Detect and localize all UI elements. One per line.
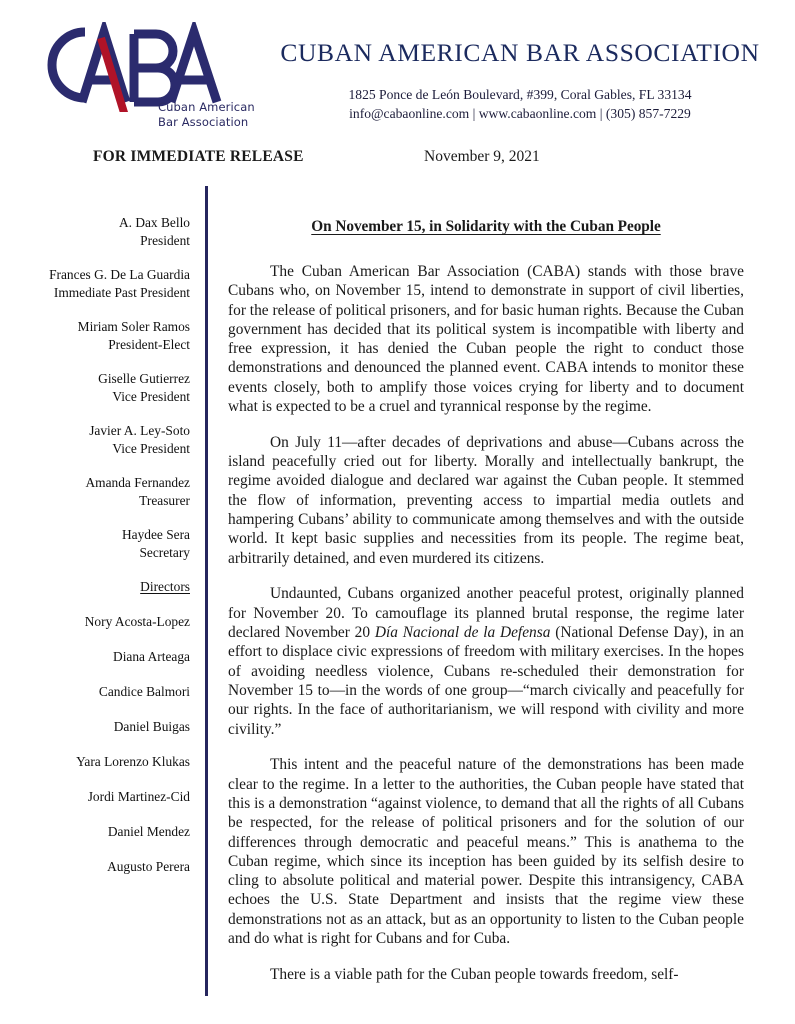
paragraph: There is a viable path for the Cuban people towards freedom, self- bbox=[270, 965, 679, 983]
officer-role: President bbox=[140, 232, 190, 248]
officer-role: President-Elect bbox=[108, 336, 190, 352]
paragraph: The Cuban American Bar Association (CABA) stands with those brave Cubans who, on November 15, intend to demonstrate in support of civil liberties, for the release of political prisoners, and for basic human rights. Because the Cuban government has decided that its political system is incompatible with liberty and free expression, it has denied the Cuban people the right to conduct those demonstrations and denounced the planned event. CABA intends to monitor these events closely, both to amplify those voices crying for liberty and to document what is expected to be a cruel and tyrannical response by the regime. bbox=[228, 263, 744, 416]
officer-entry bbox=[0, 474, 190, 509]
director-name: Daniel Mendez bbox=[107, 824, 190, 840]
organization-address: 1825 Ponce de León Boulevard, #399, Coral Gables, FL 33134 bbox=[348, 87, 692, 102]
officer-role: Treasurer bbox=[139, 492, 190, 508]
paragraph-text-part: (National Defense Day), in an effort to displace civic expressions of freedom with military exercises. In the hopes of avoiding needless violence, Cubans re-scheduled their demonstration for November 15 to—in the words of one group—“march civically and peacefully for our rights. In the face of authoritarianism, we will respond with civility and more civility.” bbox=[228, 624, 744, 738]
officer-role: Immediate Past President bbox=[53, 284, 190, 300]
officer-role: Vice President bbox=[112, 388, 190, 404]
officer-entry bbox=[0, 266, 190, 301]
release-row bbox=[0, 148, 795, 172]
officer-name: Giselle Gutierrez bbox=[98, 371, 190, 386]
director-name: Candice Balmori bbox=[98, 683, 190, 699]
officer-entry bbox=[0, 526, 190, 561]
officer-name: Amanda Fernandez bbox=[85, 475, 190, 490]
leadership-sidebar bbox=[0, 214, 190, 893]
director-name: Diana Arteaga bbox=[113, 648, 190, 664]
organization-title: CUBAN AMERICAN BAR ASSOCIATION bbox=[280, 38, 760, 67]
officer-name: Haydee Sera bbox=[121, 527, 190, 542]
officer-name: Javier A. Ley-Soto bbox=[89, 423, 190, 438]
organization-block bbox=[270, 38, 770, 123]
director-name: Jordi Martinez-Cid bbox=[87, 788, 190, 804]
directors-heading: Directors bbox=[140, 579, 190, 594]
officer-name: Frances G. De La Guardia bbox=[49, 267, 190, 282]
paragraph: This intent and the peaceful nature of the demonstrations has been made clear to the regime. In a letter to the authorities, the Cuban people have stated that this is a demonstration “against violence, to demand that all the rights of all Cubans be respected, for the release of political prisoners and for the solution of our differences through democratic and peaceful means.” This is anathema to the Cuban regime, which since its inception has been guided by its selfish desire to cling to absolute political and material power. Despite this intransigency, CABA echoes the U.S. State Department and insists that the regime view these demonstrations not as an attack, but as an opportunity to listen to the Cuban people and do what is right for Cubans and for Cuba. bbox=[228, 756, 744, 947]
paragraph-text-part: Undaunted, Cubans organized another peaceful protest, originally planned for November 20. To camouflage its planned brutal response, the regime later declared November 20 bbox=[228, 585, 744, 642]
vertical-divider bbox=[205, 186, 208, 996]
paragraph bbox=[228, 584, 744, 738]
organization-contact: info@cabaonline.com | www.cabaonline.com | (305) 857-7229 bbox=[349, 106, 691, 121]
director-name: Nory Acosta-Lopez bbox=[84, 613, 190, 629]
director-name: Augusto Perera bbox=[107, 859, 190, 875]
officer-role: Vice President bbox=[112, 440, 190, 456]
logo-tagline-line1: Cuban American bbox=[158, 100, 255, 114]
caba-logo bbox=[38, 22, 270, 140]
director-name: Yara Lorenzo Klukas bbox=[76, 753, 190, 769]
press-release-title: On November 15, in Solidarity with the Cuban People bbox=[311, 218, 661, 235]
officer-entry bbox=[0, 370, 190, 405]
logo-tagline bbox=[158, 100, 255, 129]
document-header bbox=[0, 0, 795, 142]
officer-entry bbox=[0, 422, 190, 457]
spanish-term: Día Nacional de la Defensa bbox=[374, 624, 551, 642]
press-release-body bbox=[228, 218, 744, 984]
officer-entry bbox=[0, 318, 190, 353]
officer-name: A. Dax Bello bbox=[118, 215, 190, 230]
officer-name: Miriam Soler Ramos bbox=[77, 319, 190, 334]
logo-tagline-line2: Bar Association bbox=[158, 114, 249, 129]
officer-entry bbox=[0, 214, 190, 249]
immediate-release-label: FOR IMMEDIATE RELEASE bbox=[93, 148, 304, 165]
paragraph: On July 11—after decades of deprivations and abuse—Cubans across the island peacefully cried out for liberty. Morally and intellectually bankrupt, the regime avoided dialogue and declared war against the Cuban people. It stemmed the flow of information, preventing access to impartial media outlets and hampering Cubans’ ability to communicate among themselves and with the outside world. It kept basic supplies and necessities from its people. The regime beat, arbitrarily detained, and even murdered its citizens. bbox=[228, 433, 744, 567]
director-name: Daniel Buigas bbox=[113, 718, 190, 734]
caba-logo-icon bbox=[38, 22, 270, 112]
officer-role: Secretary bbox=[139, 544, 190, 560]
release-date: November 9, 2021 bbox=[424, 148, 540, 165]
